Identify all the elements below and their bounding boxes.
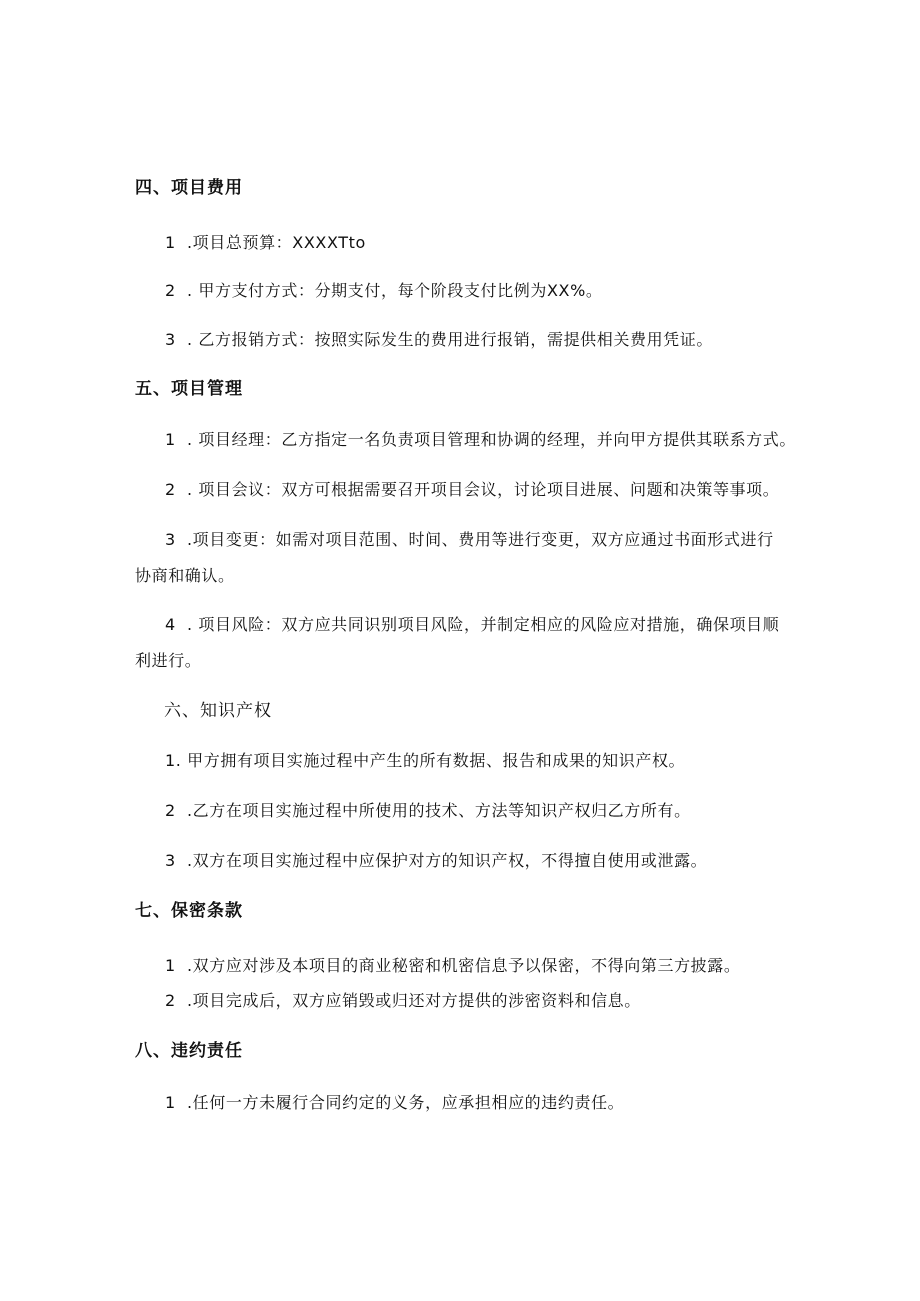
item-number: 1: [165, 956, 176, 975]
section-heading-4: 四、项目费用: [135, 178, 243, 198]
section-heading-5: 五、项目管理: [135, 379, 243, 399]
item-number: 2: [165, 801, 176, 820]
item-text: .乙方在项目实施过程中所使用的技术、方法等知识产权归乙方所有。: [187, 801, 691, 820]
list-item: [165, 479, 779, 501]
list-item: [165, 955, 741, 977]
list-item: [165, 850, 707, 872]
section-heading-6: 六、知识产权: [164, 701, 272, 721]
list-item: [165, 800, 691, 822]
item-text: . 甲方支付方式：分期支付，每个阶段支付比例为XX%。: [187, 281, 603, 300]
item-number: 3: [165, 330, 176, 349]
list-item-continuation: 利进行。: [135, 651, 202, 670]
item-number: 1: [165, 233, 176, 252]
item-number: 2: [165, 281, 176, 300]
list-item: [165, 529, 774, 551]
list-item: [165, 990, 641, 1012]
list-item: [165, 232, 366, 254]
item-text: .项目总预算：XXXXTto: [187, 233, 366, 252]
item-text: . 乙方报销方式：按照实际发生的费用进行报销，需提供相关费用凭证。: [187, 330, 713, 349]
item-number: 1: [165, 1093, 176, 1112]
list-item: [165, 280, 603, 302]
item-number: 3: [165, 851, 176, 870]
item-text: .任何一方未履行合同约定的义务，应承担相应的违约责任。: [187, 1093, 625, 1112]
list-item: [165, 614, 779, 636]
item-text: . 项目风险：双方应共同识别项目风险，并制定相应的风险应对措施，确保项目顺: [187, 615, 780, 634]
item-number: 4: [165, 615, 176, 634]
section-heading-7: 七、保密条款: [135, 901, 243, 921]
item-number: 2: [165, 991, 176, 1010]
list-item-continuation: 协商和确认。: [135, 566, 235, 585]
list-item: [165, 429, 796, 451]
list-item: [165, 329, 713, 351]
list-item: [165, 1092, 624, 1114]
list-item: [165, 750, 685, 772]
item-text: .项目完成后，双方应销毁或归还对方提供的涉密资料和信息。: [187, 991, 641, 1010]
section-heading-8: 八、违约责任: [135, 1041, 243, 1061]
item-text: .双方应对涉及本项目的商业秘密和机密信息予以保密，不得向第三方披露。: [187, 956, 741, 975]
item-text: 1. 甲方拥有项目实施过程中产生的所有数据、报告和成果的知识产权。: [165, 751, 686, 770]
item-text: . 项目会议：双方可根据需要召开项目会议，讨论项目进展、问题和决策等事项。: [187, 480, 780, 499]
item-text: .双方在项目实施过程中应保护对方的知识产权，不得擅自使用或泄露。: [187, 851, 708, 870]
item-number: 1: [165, 430, 176, 449]
item-text: . 项目经理：乙方指定一名负责项目管理和协调的经理，并向甲方提供其联系方式。: [187, 430, 796, 449]
item-text: .项目变更：如需对项目范围、时间、费用等进行变更，双方应通过书面形式进行: [187, 530, 774, 549]
item-number: 3: [165, 530, 176, 549]
item-number: 2: [165, 480, 176, 499]
